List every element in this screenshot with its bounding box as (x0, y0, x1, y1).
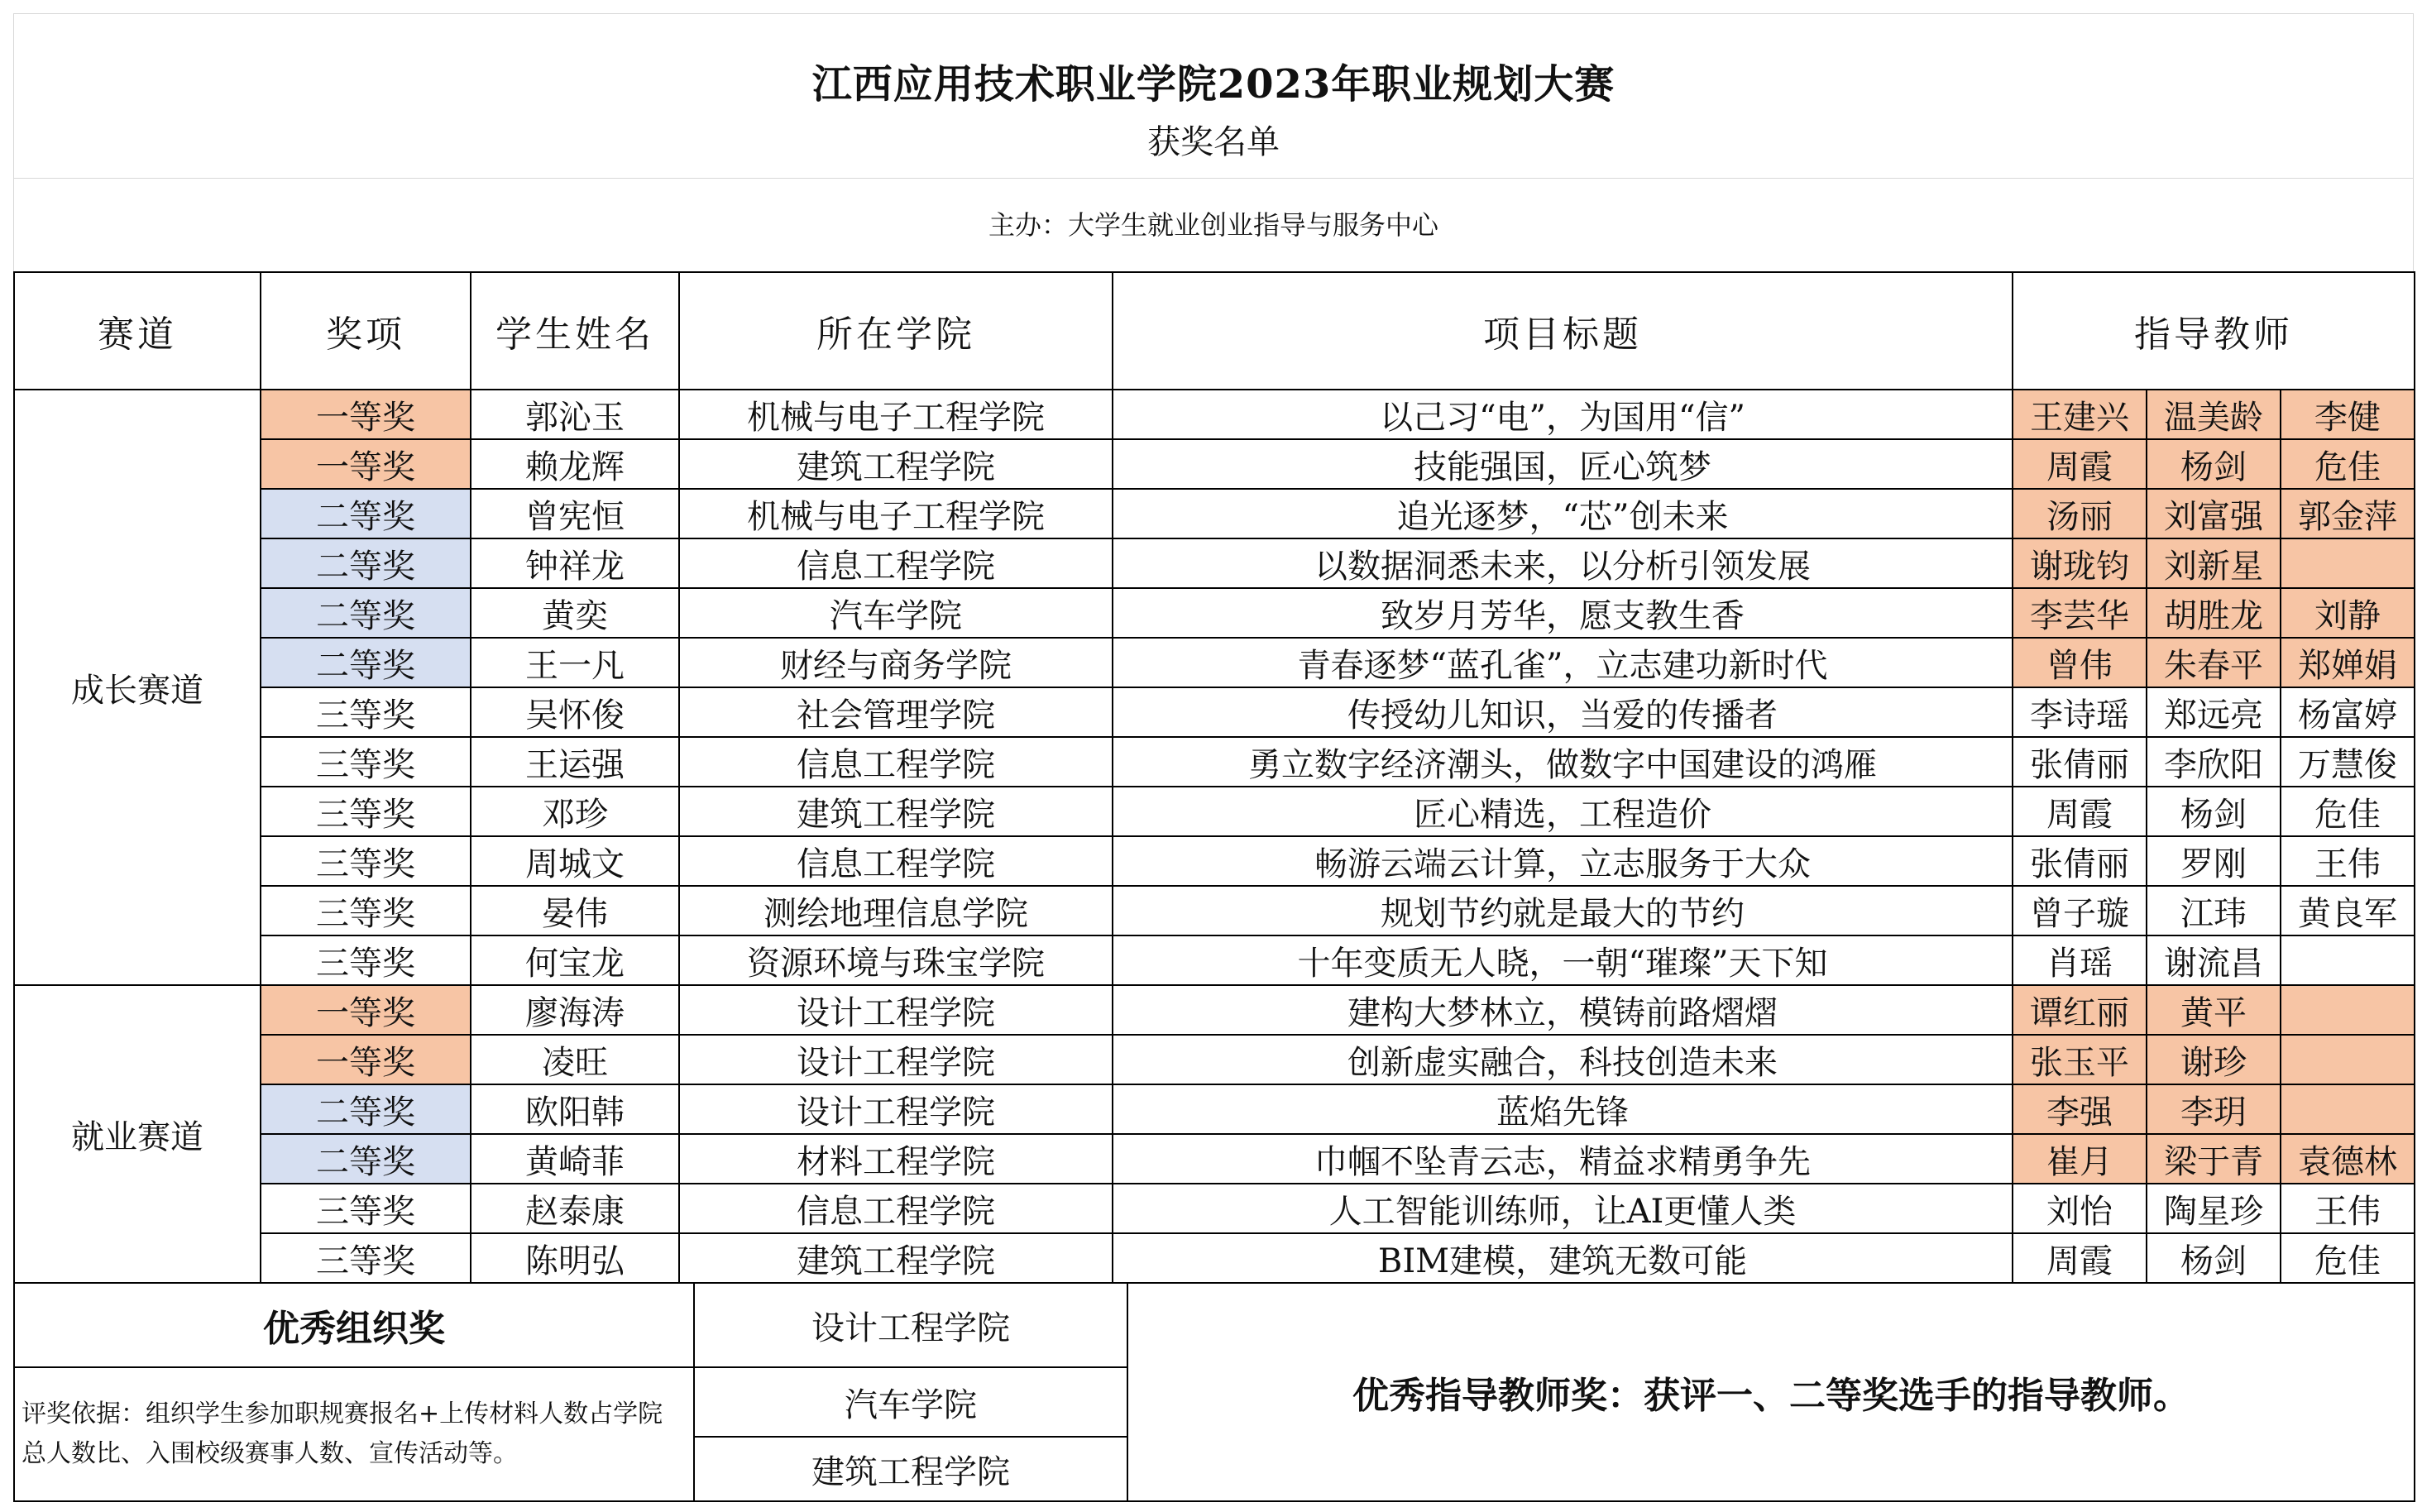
project-title: 畅游云端云计算，立志服务于大众 (1113, 836, 2013, 886)
teacher-name: 曾伟 (2013, 638, 2147, 687)
teacher-name: 杨剑 (2147, 1233, 2281, 1283)
teacher-name: 王伟 (2281, 836, 2415, 886)
teacher-name: 郭金萍 (2281, 489, 2415, 538)
teacher-name: 崔月 (2013, 1134, 2147, 1184)
teacher-name: 周霞 (2013, 1233, 2147, 1283)
student-name: 邓珍 (471, 787, 679, 836)
student-name: 廖海涛 (471, 985, 679, 1035)
project-title: 传授幼儿知识，当爱的传播者 (1113, 687, 2013, 737)
student-name: 欧阳韩 (471, 1084, 679, 1134)
award-table-body (14, 390, 2415, 1283)
award-cell: 三等奖 (261, 836, 471, 886)
teacher-name: 危佳 (2281, 1233, 2415, 1283)
award-cell: 三等奖 (261, 886, 471, 935)
student-name: 郭沁玉 (471, 390, 679, 439)
table-row (14, 886, 2415, 935)
project-title: 追光逐梦，“芯”创未来 (1113, 489, 2013, 538)
project-title: 蓝焰先锋 (1113, 1084, 2013, 1134)
student-name: 赵泰康 (471, 1184, 679, 1233)
org-award-college: 设计工程学院 (694, 1283, 1127, 1367)
teacher-name: 刘富强 (2147, 489, 2281, 538)
award-cell: 二等奖 (261, 538, 471, 588)
teacher-name: 刘新星 (2147, 538, 2281, 588)
table-row (14, 588, 2415, 638)
teacher-name (2281, 538, 2415, 588)
award-cell: 三等奖 (261, 1184, 471, 1233)
project-title: 青春逐梦“蓝孔雀”，立志建功新时代 (1113, 638, 2013, 687)
student-name: 吴怀俊 (471, 687, 679, 737)
table-row (14, 538, 2415, 588)
award-cell: 一等奖 (261, 985, 471, 1035)
project-title: 致岁月芳华，愿支教生香 (1113, 588, 2013, 638)
student-name: 黄奕 (471, 588, 679, 638)
teacher-name: 李健 (2281, 390, 2415, 439)
student-name: 赖龙辉 (471, 439, 679, 489)
track-label: 成长赛道 (14, 390, 261, 985)
teacher-name: 万慧俊 (2281, 737, 2415, 787)
table-row (14, 935, 2415, 985)
teacher-name: 张倩丽 (2013, 737, 2147, 787)
college-name: 建筑工程学院 (679, 439, 1113, 489)
project-title: 匠心精选，工程造价 (1113, 787, 2013, 836)
teacher-name: 胡胜龙 (2147, 588, 2281, 638)
award-cell: 二等奖 (261, 1084, 471, 1134)
teacher-name: 李玥 (2147, 1084, 2281, 1134)
teacher-name: 谢流昌 (2147, 935, 2281, 985)
org-award-title: 优秀组织奖 (14, 1283, 694, 1367)
award-cell: 二等奖 (261, 489, 471, 538)
college-name: 设计工程学院 (679, 1084, 1113, 1134)
award-cell: 一等奖 (261, 1035, 471, 1084)
teacher-name: 黄良军 (2281, 886, 2415, 935)
table-row (14, 439, 2415, 489)
student-name: 何宝龙 (471, 935, 679, 985)
table-row (14, 390, 2415, 439)
teacher-name (2281, 1035, 2415, 1084)
table-row (14, 489, 2415, 538)
student-name: 陈明弘 (471, 1233, 679, 1283)
page-title: 江西应用技术职业学院2023年职业规划大赛 (811, 61, 1615, 108)
table-row (14, 1184, 2415, 1233)
header-row (14, 272, 2415, 390)
student-name: 王一凡 (471, 638, 679, 687)
table-row (14, 737, 2415, 787)
teacher-name: 危佳 (2281, 787, 2415, 836)
award-cell: 一等奖 (261, 390, 471, 439)
project-title: 以己习“电”，为国用“信” (1113, 390, 2013, 439)
teacher-name: 谢珑钧 (2013, 538, 2147, 588)
teacher-name (2281, 1084, 2415, 1134)
award-cell: 二等奖 (261, 588, 471, 638)
teacher-name: 杨剑 (2147, 439, 2281, 489)
table-row (14, 1035, 2415, 1084)
mentor-award: 优秀指导教师奖：获评一、二等奖选手的指导教师。 (1127, 1283, 2415, 1501)
page-subtitle: 获奖名单 (1147, 123, 1280, 161)
header-track: 赛道 (14, 272, 261, 390)
college-name: 机械与电子工程学院 (679, 390, 1113, 439)
student-name: 王运强 (471, 737, 679, 787)
table-row (14, 638, 2415, 687)
project-title: 人工智能训练师，让AI更懂人类 (1113, 1184, 2013, 1233)
teacher-name: 黄平 (2147, 985, 2281, 1035)
project-title: 技能强国，匠心筑梦 (1113, 439, 2013, 489)
table-row (14, 787, 2415, 836)
teacher-name: 王伟 (2281, 1184, 2415, 1233)
teacher-name: 张玉平 (2013, 1035, 2147, 1084)
header-college: 所在学院 (679, 272, 1113, 390)
table-row (14, 836, 2415, 886)
teacher-name: 杨富婷 (2281, 687, 2415, 737)
teacher-name: 李欣阳 (2147, 737, 2281, 787)
teacher-name: 李诗瑶 (2013, 687, 2147, 737)
project-title: 十年变质无人晓，一朝“璀璨”天下知 (1113, 935, 2013, 985)
award-cell: 三等奖 (261, 1233, 471, 1283)
teacher-name: 谭红丽 (2013, 985, 2147, 1035)
award-table (13, 271, 2415, 1284)
project-title: 勇立数字经济潮头，做数字中国建设的鸿雁 (1113, 737, 2013, 787)
teacher-name (2281, 985, 2415, 1035)
teacher-name: 肖瑶 (2013, 935, 2147, 985)
college-name: 材料工程学院 (679, 1134, 1113, 1184)
header-student: 学生姓名 (471, 272, 679, 390)
college-name: 机械与电子工程学院 (679, 489, 1113, 538)
college-name: 建筑工程学院 (679, 787, 1113, 836)
college-name: 建筑工程学院 (679, 1233, 1113, 1283)
teacher-name: 刘怡 (2013, 1184, 2147, 1233)
student-name: 黄崎菲 (471, 1134, 679, 1184)
teacher-name: 王建兴 (2013, 390, 2147, 439)
teacher-name: 汤丽 (2013, 489, 2147, 538)
teacher-name: 梁于青 (2147, 1134, 2281, 1184)
college-name: 设计工程学院 (679, 985, 1113, 1035)
project-title: 建构大梦林立，模铸前路熠熠 (1113, 985, 2013, 1035)
college-name: 设计工程学院 (679, 1035, 1113, 1084)
table-row (14, 687, 2415, 737)
teacher-name: 江玮 (2147, 886, 2281, 935)
student-name: 凌旺 (471, 1035, 679, 1084)
college-name: 财经与商务学院 (679, 638, 1113, 687)
award-cell: 三等奖 (261, 687, 471, 737)
header-teachers: 指导教师 (2013, 272, 2415, 390)
project-title: 巾帼不坠青云志，精益求精勇争先 (1113, 1134, 2013, 1184)
teacher-name: 朱春平 (2147, 638, 2281, 687)
org-award-criteria: 评奖依据：组织学生参加职规赛报名+上传材料人数占学院总人数比、入围校级赛事人数、宣传活动等。 (14, 1367, 694, 1501)
teacher-name: 郑婵娟 (2281, 638, 2415, 687)
project-title: 规划节约就是最大的节约 (1113, 886, 2013, 935)
table-row (14, 1134, 2415, 1184)
student-name: 周城文 (471, 836, 679, 886)
teacher-name: 危佳 (2281, 439, 2415, 489)
award-cell: 二等奖 (261, 638, 471, 687)
student-name: 钟祥龙 (471, 538, 679, 588)
award-cell: 三等奖 (261, 935, 471, 985)
project-title: 创新虚实融合，科技创造未来 (1113, 1035, 2013, 1084)
title-block (13, 13, 2414, 179)
award-cell: 三等奖 (261, 737, 471, 787)
student-name: 曾宪恒 (471, 489, 679, 538)
teacher-name: 周霞 (2013, 439, 2147, 489)
teacher-name: 杨剑 (2147, 787, 2281, 836)
header-project: 项目标题 (1113, 272, 2013, 390)
college-name: 信息工程学院 (679, 836, 1113, 886)
teacher-name: 谢珍 (2147, 1035, 2281, 1084)
project-title: BIM建模，建筑无数可能 (1113, 1233, 2013, 1283)
sponsor-line: 主办：大学生就业创业指导与服务中心 (13, 179, 2414, 271)
teacher-name: 袁德林 (2281, 1134, 2415, 1184)
student-name: 晏伟 (471, 886, 679, 935)
teacher-name: 温美龄 (2147, 390, 2281, 439)
teacher-name: 张倩丽 (2013, 836, 2147, 886)
teacher-name (2281, 935, 2415, 985)
teacher-name: 李强 (2013, 1084, 2147, 1134)
college-name: 信息工程学院 (679, 1184, 1113, 1233)
college-name: 汽车学院 (679, 588, 1113, 638)
teacher-name: 李芸华 (2013, 588, 2147, 638)
table-row (14, 1233, 2415, 1283)
header-award: 奖项 (261, 272, 471, 390)
teacher-name: 周霞 (2013, 787, 2147, 836)
track-label: 就业赛道 (14, 985, 261, 1283)
footer-table (13, 1282, 2415, 1502)
teacher-name: 罗刚 (2147, 836, 2281, 886)
award-cell: 一等奖 (261, 439, 471, 489)
org-award-college: 汽车学院 (694, 1367, 1127, 1437)
college-name: 测绘地理信息学院 (679, 886, 1113, 935)
college-name: 资源环境与珠宝学院 (679, 935, 1113, 985)
college-name: 社会管理学院 (679, 687, 1113, 737)
table-row (14, 1084, 2415, 1134)
project-title: 以数据洞悉未来，以分析引领发展 (1113, 538, 2013, 588)
org-award-college: 建筑工程学院 (694, 1437, 1127, 1501)
teacher-name: 陶星珍 (2147, 1184, 2281, 1233)
college-name: 信息工程学院 (679, 538, 1113, 588)
award-cell: 三等奖 (261, 787, 471, 836)
teacher-name: 郑远亮 (2147, 687, 2281, 737)
college-name: 信息工程学院 (679, 737, 1113, 787)
award-sheet (13, 13, 2414, 1502)
teacher-name: 曾子璇 (2013, 886, 2147, 935)
table-row (14, 985, 2415, 1035)
award-cell: 二等奖 (261, 1134, 471, 1184)
teacher-name: 刘静 (2281, 588, 2415, 638)
